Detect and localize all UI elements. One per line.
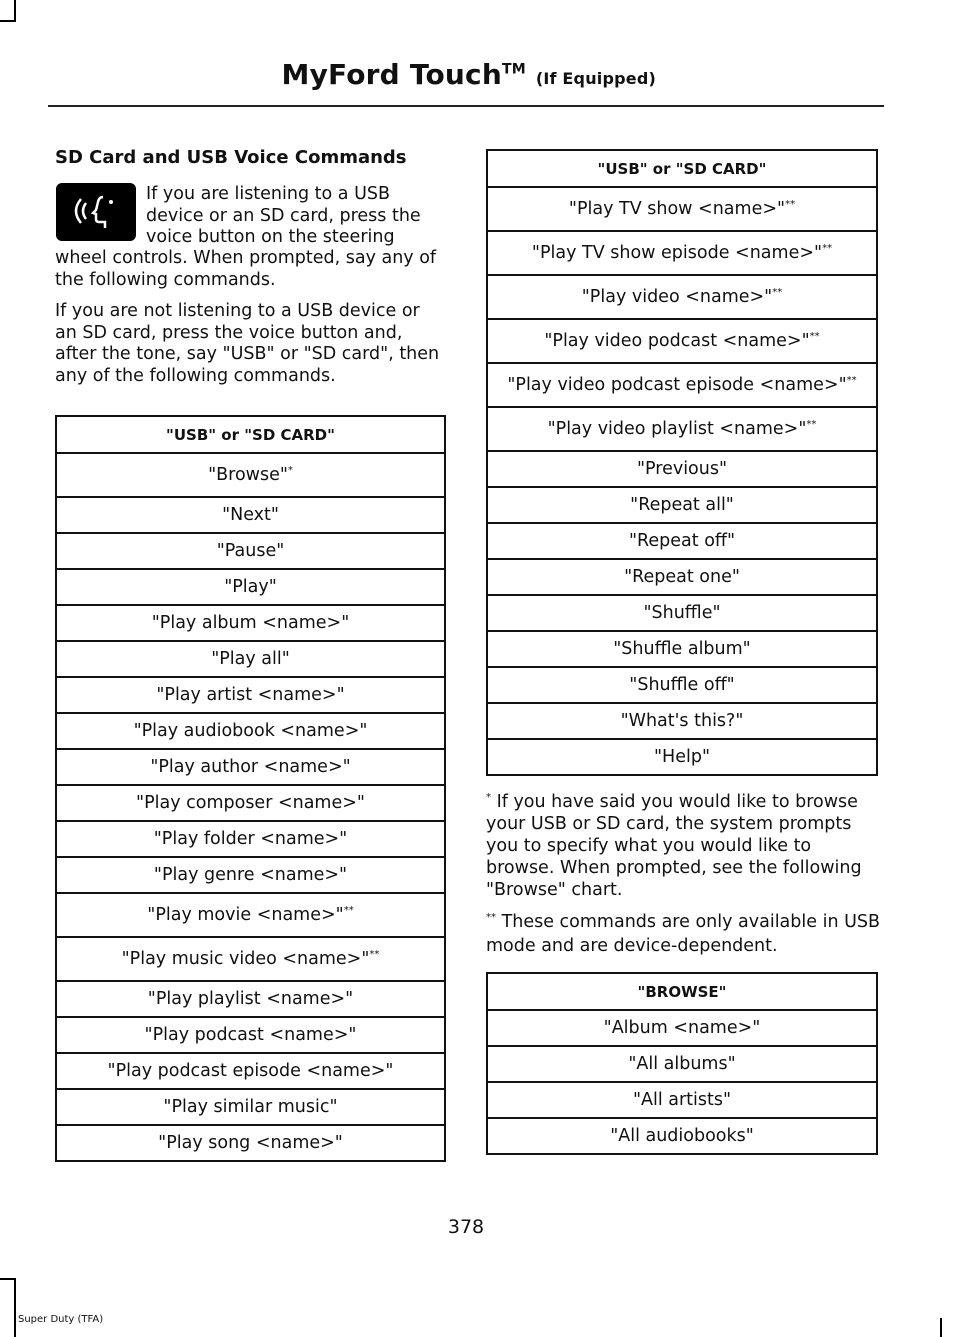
usb-sd-command-table-1 — [55, 415, 446, 1162]
table-row — [487, 1118, 877, 1154]
table-row — [487, 1046, 877, 1082]
command-cell: "Play video podcast <name>"** — [487, 319, 877, 363]
table-row — [487, 451, 877, 487]
table-row — [56, 713, 445, 749]
command-cell: "Play folder <name>" — [56, 821, 445, 857]
table-row — [56, 1125, 445, 1161]
table-row — [487, 487, 877, 523]
command-cell: "Next" — [56, 497, 445, 533]
table-row — [56, 569, 445, 605]
table-header: "BROWSE" — [487, 973, 877, 1010]
command-cell: "Album <name>" — [487, 1010, 877, 1046]
command-cell: "Play movie <name>"** — [56, 893, 445, 937]
table-header: "USB" or "SD CARD" — [487, 150, 877, 187]
table-row — [487, 319, 877, 363]
command-cell: "Play audiobook <name>" — [56, 713, 445, 749]
table-row — [56, 1017, 445, 1053]
table-row — [487, 1010, 877, 1046]
table-row — [56, 937, 445, 981]
crop-mark-bottom-right — [940, 1318, 942, 1337]
table-row — [56, 785, 445, 821]
command-cell: "Play TV show episode <name>"** — [487, 231, 877, 275]
command-cell: "Play podcast <name>" — [56, 1017, 445, 1053]
command-cell: "Repeat off" — [487, 523, 877, 559]
command-cell: "What's this?" — [487, 703, 877, 739]
command-cell: "Play similar music" — [56, 1089, 445, 1125]
command-cell: "Repeat one" — [487, 559, 877, 595]
table-row — [487, 667, 877, 703]
table-row — [487, 559, 877, 595]
command-cell: "Play video <name>"** — [487, 275, 877, 319]
browse-command-table — [486, 972, 878, 1155]
table-row — [56, 1089, 445, 1125]
footnote-usb-only: ** These commands are only available in USB mode and are device-dependent. — [486, 911, 881, 956]
page-number: 378 — [447, 1216, 485, 1238]
table-row — [487, 631, 877, 667]
section-title: SD Card and USB Voice Commands — [55, 147, 407, 168]
crop-mark-top-left — [14, 0, 16, 22]
table-row — [487, 1082, 877, 1118]
intro-paragraph-part1: If you are listening to a USB device or an SD card, press the voice button on the steering — [146, 184, 421, 247]
command-cell: "Play artist <name>" — [56, 677, 445, 713]
command-cell: "Play genre <name>" — [56, 857, 445, 893]
intro-paragraph-part2: wheel controls. When prompted, say any of the following commands. — [55, 248, 437, 290]
table-row — [56, 677, 445, 713]
table-row — [487, 595, 877, 631]
table-row — [56, 857, 445, 893]
table-row — [56, 1053, 445, 1089]
command-cell: "All artists" — [487, 1082, 877, 1118]
command-cell: "Play song <name>" — [56, 1125, 445, 1161]
header-rule — [48, 105, 884, 107]
usb-sd-command-table-2 — [486, 149, 878, 776]
crop-mark-top-left-h — [0, 20, 16, 22]
table-row — [56, 893, 445, 937]
table-header: "USB" or "SD CARD" — [56, 416, 445, 453]
command-cell: "Play playlist <name>" — [56, 981, 445, 1017]
command-cell: "Help" — [487, 739, 877, 775]
table-row — [56, 605, 445, 641]
command-cell: "Play video playlist <name>"** — [487, 407, 877, 451]
command-cell: "Play music video <name>"** — [56, 937, 445, 981]
command-cell: "Play composer <name>" — [56, 785, 445, 821]
command-cell: "Play all" — [56, 641, 445, 677]
table-row — [487, 523, 877, 559]
table-row — [56, 749, 445, 785]
command-cell: "All albums" — [487, 1046, 877, 1082]
footer-model: Super Duty (TFA) — [18, 1314, 104, 1325]
table-row — [56, 641, 445, 677]
command-cell: "Previous" — [487, 451, 877, 487]
instruction-paragraph: If you are not listening to a USB device or an SD card, press the voice button and, after the tone, say "USB" or "SD card", then any of the following commands. — [55, 301, 440, 386]
table-row — [56, 453, 445, 497]
table-row — [56, 981, 445, 1017]
crop-mark-bottom-left-h — [0, 1278, 16, 1280]
command-cell: "Repeat all" — [487, 487, 877, 523]
command-cell: "Play TV show <name>"** — [487, 187, 877, 231]
command-cell: "All audiobooks" — [487, 1118, 877, 1154]
command-cell: "Play" — [56, 569, 445, 605]
command-cell: "Shuffle" — [487, 595, 877, 631]
table-row — [487, 363, 877, 407]
command-cell: "Pause" — [56, 533, 445, 569]
command-cell: "Play album <name>" — [56, 605, 445, 641]
table-row — [487, 275, 877, 319]
page-header-title: MyFord Touch™ (If Equipped) — [281, 58, 656, 91]
table-row — [56, 533, 445, 569]
table-row — [56, 821, 445, 857]
table-row — [487, 703, 877, 739]
table-row — [487, 231, 877, 275]
command-cell: "Play video podcast episode <name>"** — [487, 363, 877, 407]
footnote-browse: * If you have said you would like to browse your USB or SD card, the system prompts you to specify what you would like to browse. When prompted, see the following "Browse" chart. — [486, 791, 862, 900]
command-cell: "Browse"* — [56, 453, 445, 497]
table-row — [487, 407, 877, 451]
crop-mark-bottom-left — [14, 1278, 16, 1337]
command-cell: "Shuffle album" — [487, 631, 877, 667]
voice-command-icon — [56, 183, 136, 241]
command-cell: "Shuffle off" — [487, 667, 877, 703]
table-row — [487, 739, 877, 775]
table-row — [487, 187, 877, 231]
command-cell: "Play author <name>" — [56, 749, 445, 785]
command-cell: "Play podcast episode <name>" — [56, 1053, 445, 1089]
table-row — [56, 497, 445, 533]
